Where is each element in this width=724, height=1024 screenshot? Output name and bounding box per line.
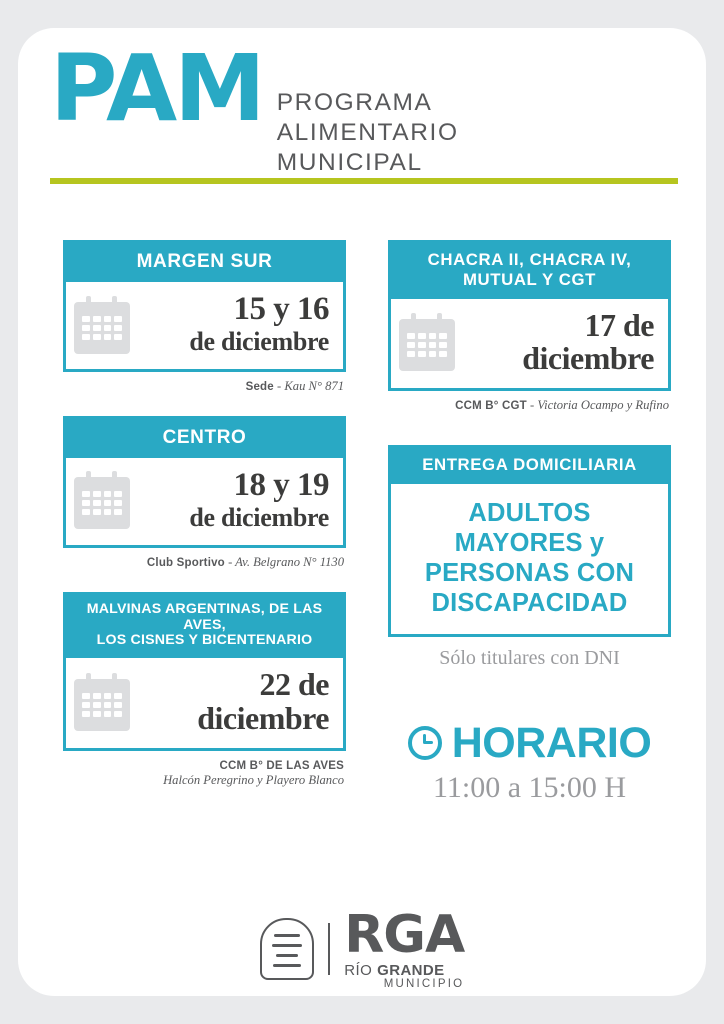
program-subtitle-line2: ALIMENTARIO [276, 119, 459, 147]
date-text [130, 468, 333, 533]
venue-address: Halcón Peregrino y Playero Blanco [163, 772, 344, 787]
venue-name: CCM B° CGT [455, 399, 527, 412]
date-line2: diciembre [197, 699, 329, 736]
calendar-icon [74, 471, 130, 529]
venue-name: Club Sportivo [146, 556, 225, 569]
footer [0, 904, 724, 991]
schedule-block-malvinas [63, 592, 346, 788]
pam-logo: PAM [50, 35, 263, 142]
block-title-line2: MUTUAL Y CGT [462, 269, 597, 289]
schedule-label: HORARIO [451, 718, 652, 767]
block-body [63, 658, 346, 750]
calendar-icon [74, 673, 130, 731]
venue-address: - Victoria Ocampo y Rufino [526, 397, 669, 412]
clock-icon [408, 726, 442, 760]
date-text [130, 668, 333, 735]
venue-name: Sede [245, 380, 274, 393]
block-title-line1: MALVINAS ARGENTINAS, DE LAS AVES, [86, 600, 323, 633]
rga-sub-municipio: MUNICIPIO [383, 977, 465, 990]
venue-address: - Av. Belgrano N° 1130 [224, 554, 344, 569]
date-line1: 17 de [584, 306, 654, 343]
block-title: MARGEN SUR [63, 240, 346, 282]
rga-sub-rio: RÍO [344, 961, 373, 979]
venue-address: - Kau N° 871 [273, 378, 344, 393]
venue-caption [388, 398, 671, 413]
date-line2: diciembre [522, 340, 654, 377]
calendar-icon [74, 296, 130, 354]
home-delivery-note: Sólo titulares con DNI [439, 646, 620, 669]
program-subtitle-line3: MUNICIPAL [276, 149, 423, 177]
schedule-block-chacra [388, 240, 671, 413]
right-column [388, 240, 671, 805]
venue-caption [63, 758, 346, 788]
footer-divider [328, 923, 331, 975]
block-body [388, 299, 671, 391]
rga-logo [344, 904, 465, 991]
program-subtitle [277, 50, 459, 178]
municipal-crest-icon [260, 918, 314, 980]
venue-caption [63, 379, 346, 394]
home-delivery-line2: MAYORES y [454, 528, 605, 557]
block-body [63, 282, 346, 372]
block-title-line1: CHACRA II, CHACRA IV, [427, 250, 632, 269]
schedule-block-margen-sur [63, 240, 346, 394]
venue-name: CCM B° DE LAS AVES [219, 759, 344, 772]
rga-sub-grande: GRANDE [377, 961, 445, 979]
poster-header [50, 35, 680, 178]
date-text [130, 292, 333, 357]
home-delivery-title: ENTREGA DOMICILIARIA [388, 445, 671, 484]
block-title-line2: LOS CISNES Y BICENTENARIO [96, 632, 313, 649]
header-divider [50, 178, 678, 184]
block-title [388, 240, 671, 299]
home-delivery-line3: PERSONAS CON [424, 558, 635, 587]
date-line1: 22 de [259, 666, 329, 703]
program-subtitle-line1: PROGRAMA [276, 89, 433, 116]
date-line1: 18 y 19 [233, 467, 329, 504]
home-delivery-line1: ADULTOS [468, 498, 591, 527]
date-line2: de diciembre [189, 502, 329, 532]
schedule-section [388, 718, 671, 805]
block-title: CENTRO [63, 416, 346, 458]
left-column [63, 240, 346, 794]
date-line1: 15 y 16 [233, 291, 329, 328]
calendar-icon [399, 313, 455, 371]
date-line2: de diciembre [189, 326, 329, 356]
block-body [63, 458, 346, 548]
home-delivery-body [388, 484, 671, 637]
home-delivery-line4: DISCAPACIDAD [431, 588, 628, 617]
rga-wordmark: RGA [344, 904, 465, 965]
venue-caption [63, 555, 346, 570]
block-title [63, 592, 346, 659]
schedule-block-centro [63, 416, 346, 570]
schedule-hours: 11:00 a 15:00 H [432, 770, 627, 804]
date-text [455, 306, 658, 377]
home-delivery-block [388, 445, 671, 670]
